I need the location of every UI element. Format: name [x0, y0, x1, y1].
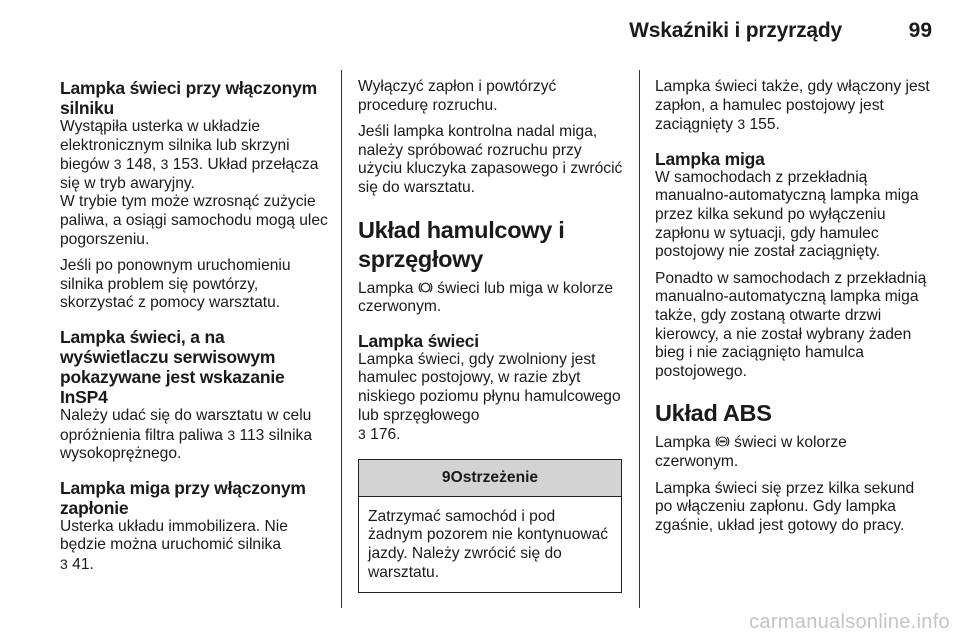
- text: Lampka: [358, 279, 414, 297]
- ref-arrow-icon: 3: [358, 426, 366, 443]
- page-ref-link[interactable]: 41.: [72, 555, 94, 573]
- ref-arrow-icon: 3: [737, 116, 746, 133]
- page-ref-link[interactable]: 153.: [172, 156, 204, 174]
- abs-warning-icon: [715, 434, 730, 449]
- brake-warning-icon: [418, 280, 433, 295]
- paragraph: [655, 434, 930, 471]
- paragraph: Jeśli po ponownym uruchomieniu silnika problem się powtórzy, skorzystać z pomocy warsztatu.: [60, 257, 291, 312]
- page-ref-link[interactable]: 113: [239, 426, 265, 444]
- paragraph: Lampka świeci się przez kilka sekund po włączeniu zapłonu. Gdy lampka zgaśnie, układ jest gotowy do pracy.: [655, 479, 915, 534]
- page-header: [0, 0, 960, 66]
- text: Usterka układu immobilizera. Nie będzie można uruchomić silnika: [60, 517, 288, 554]
- text: Wystąpiła usterka w układzie elektronicznym silnika lub skrzyni biegów: [60, 118, 290, 174]
- text: Należy udać się do warsztatu w celu opróżnienia filtra paliwa: [60, 406, 312, 444]
- warning-box: [358, 459, 622, 593]
- section-heading-large: Układ ABS: [655, 400, 772, 427]
- ref-arrow-icon: 3: [160, 156, 169, 173]
- text: W trybie tym może wzrosnąć zużycie paliwa, a osiągi samochodu mogą ulec pogorszeniu.: [60, 193, 328, 248]
- text: świeci w kolorze czerwonym.: [655, 434, 847, 470]
- paragraph: [60, 407, 330, 464]
- paragraph: Wyłączyć zapłon i powtórzyć procedurę rozruchu.: [358, 78, 557, 114]
- page-title: Wskaźniki i przyrządy: [629, 19, 842, 42]
- column-2: [358, 78, 626, 593]
- paragraph: [60, 518, 330, 575]
- section-heading: Lampka miga: [655, 148, 765, 169]
- column-divider: [341, 70, 342, 608]
- warning-header: [359, 460, 621, 497]
- section-heading: Lampka świeci przy włączonym silniku: [60, 78, 318, 118]
- paragraph: Ponadto w samochodach z przekładnią manualno-automatyczną lampka miga także, gdy zostaną otwarte drzwi kierowcy, a nie został wybrany żaden bieg i nie zaciągnięto hamulca postojowego.: [655, 269, 927, 380]
- paragraph: [60, 118, 330, 249]
- column-divider: [639, 70, 640, 608]
- text: świeci lub miga w kolorze czerwonym.: [358, 279, 614, 316]
- ref-arrow-icon: 3: [227, 426, 236, 443]
- section-heading: Lampka świeci, a na wyświetlaczu serwisowym pokazywane jest wskazanie InSP4: [60, 326, 285, 407]
- text: silnika wysokoprężnego.: [60, 426, 313, 463]
- paragraph: [358, 351, 626, 445]
- page-number: 99: [908, 19, 932, 42]
- section-heading: Lampka świeci: [358, 330, 479, 351]
- page-ref-link[interactable]: 155.: [749, 116, 780, 134]
- warning-triangle-icon: 9: [441, 468, 451, 486]
- column-1: [60, 78, 330, 583]
- section-heading-large: Układ hamulcowy i sprzęgłowy: [358, 216, 565, 272]
- warning-title: Ostrzeżenie: [450, 468, 539, 486]
- warning-body: Zatrzymać samochód i pod żadnym pozorem nie kontynuować jazdy. Należy zwrócić się do warsztatu.: [368, 507, 609, 581]
- paragraph: [358, 280, 626, 317]
- section-heading: Lampka miga przy włączonym zapłonie: [60, 477, 306, 518]
- watermark: carmanualsonline.info: [749, 611, 950, 633]
- text: Lampka świeci także, gdy włączony jest zapłon, a hamulec postojowy jest zaciągnięty: [655, 78, 930, 134]
- ref-arrow-icon: 3: [113, 156, 122, 173]
- text: Lampka: [655, 434, 711, 452]
- text: Lampka świeci, gdy zwolniony jest hamulec postojowy, w razie zbyt niskiego poziomu płynu hamulcowego lub sprzęgłowego: [358, 350, 621, 424]
- page-ref-link[interactable]: 176.: [370, 426, 401, 444]
- paragraph: [655, 78, 930, 135]
- paragraph: Jeśli lampka kontrolna nadal miga, należy spróbować rozruchu przy użyciu kluczyka zapasowego i zwrócić się do warsztatu.: [358, 123, 623, 196]
- text: Układ przełącza się w tryb awaryjny.: [60, 156, 319, 192]
- column-3: [655, 78, 930, 543]
- paragraph: W samochodach z przekładnią manualno-automatyczną lampka miga przez kilka sekund po wyłączeniu zapłonu w sytuacji, gdy hamulec postojowy nie został zaciągnięty.: [655, 168, 919, 261]
- page-ref-link[interactable]: 148,: [125, 156, 157, 174]
- ref-arrow-icon: 3: [60, 555, 68, 572]
